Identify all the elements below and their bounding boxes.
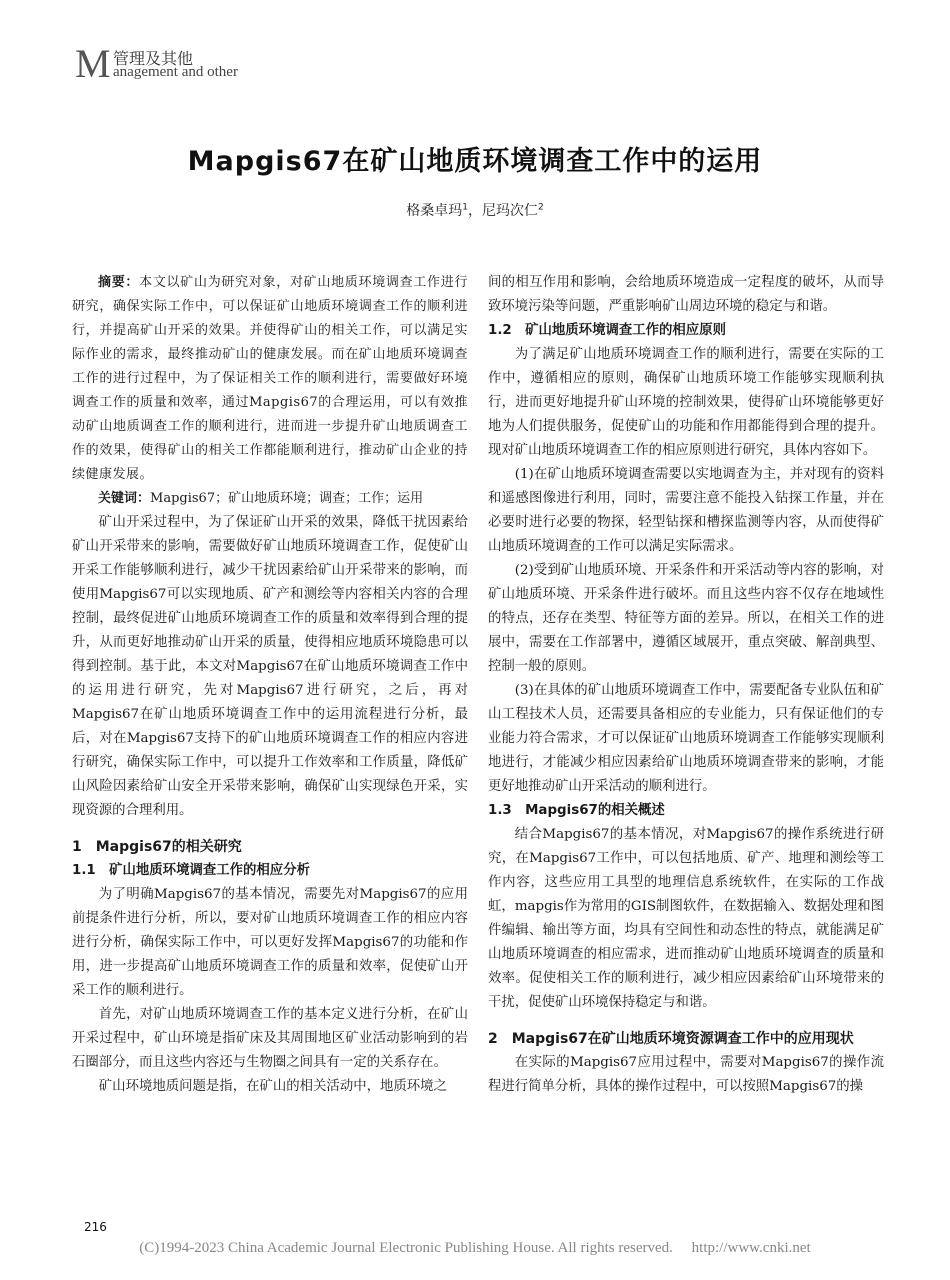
paragraph: 为了满足矿山地质环境调查工作的顺利进行，需要在实际的工作中，遵循相应的原则，确保矿山地质环境工作能够实现顺利执行，进而更好地提升矿山环境的控制效果，使得矿山环境能够更好地为人们提供服务，促使矿山的功能和作用都能得到合理的提升。现对矿山地质环境调查工作的相应原则进行研究，具体内容如下。 — [488, 347, 884, 458]
section-2-heading: 2 Mapgis67在矿山地质环境资源调查工作中的应用现状 — [488, 1031, 854, 1047]
keywords-label: 关键词： — [98, 491, 151, 506]
section-initial: M — [75, 41, 111, 86]
paragraph: (3)在具体的矿山地质环境调查工作中，需要配备专业队伍和矿山工程技术人员，还需要具备相应的专业能力，只有保证他们的专业能力符合需求，才可以保证矿山地质环境调查工作能够实现顺利地进行，才能减少相应因素给矿山地质环境调查带来的影响，才能更好地推动矿山开采活动的顺利进行。 — [488, 683, 884, 794]
author-1: 格桑卓玛 — [406, 203, 463, 219]
paragraph: 首先，对矿山地质环境调查工作的基本定义进行分析，在矿山开采过程中，矿山环境是指矿床及其周围地区矿业活动影响到的岩石圈部分，而且这些内容还与生物圈之间具有一定的关系存在。 — [72, 1007, 468, 1070]
keywords — [72, 487, 468, 511]
section-1-3-heading: 1.3 Mapgis67的相关概述 — [488, 803, 665, 818]
author-2-affiliation: 2 — [538, 202, 544, 213]
abstract-text: 本文以矿山为研究对象，对矿山地质环境调查工作进行研究，确保实际工作中，可以保证矿山地质环境调查工作的顺利进行，并提高矿山开采的效果。并使得矿山的相关工作，可以满足实际作业的需求，最终推动矿山的健康发展。而在矿山地质环境调查工作的进行过程中，为了保证相关工作的顺利进行，需要做好环境调查工作的质量和效率，通过Mapgis67的合理运用，可以有效推动矿山地质调查工作的顺利进行，进而进一步提升矿山地质调查工作的效果，使得矿山的相关工作都能顺利进行，推动矿山企业的持续健康发展。 — [72, 275, 468, 482]
author-separator: ， — [468, 203, 482, 219]
section-title-cn: 管理及其他 — [113, 49, 194, 68]
paragraph: 在实际的Mapgis67应用过程中，需要对Mapgis67的操作流程进行简单分析，具体的操作过程中，可以按照Mapgis67的操 — [488, 1055, 884, 1094]
author-line — [0, 200, 950, 220]
paragraph: 结合Mapgis67的基本情况，对Mapgis67的操作系统进行研究，在Mapgis67工作中，可以包括地质、矿产、地理和测绘等工作内容，这些应用工具型的地理信息系统软件，在实际的工作战虹，mapgis作为常用的GIS制图软件，在数据输入、数据处理和图件编辑、输出等方面，均具有空间性和动态性的特点，就能满足矿山地质环境调查的相应需求，进而推动矿山地质环境调查的质量和效率。促使相关工作的顺利进行，减少相应因素给矿山环境带来的干扰，促使矿山环境保持稳定与和谐。 — [488, 827, 884, 1010]
section-1-1-heading: 1.1 矿山地质环境调查工作的相应分析 — [72, 863, 310, 878]
section-1-2-heading: 1.2 矿山地质环境调查工作的相应原则 — [488, 323, 726, 338]
intro-paragraph: 矿山开采过程中，为了保证矿山开采的效果，降低干扰因素给矿山开采带来的影响，需要做好矿山地质环境调查工作，促使矿山开采工作能够顺利进行，减少干扰因素给矿山开采带来的影响，而使用Mapgis67可以实现地质、矿产和测绘等内容相关内容的合理控制，最终促进矿山地质环境调查工作的质量和效率得到合理的提升，从而更好地推动矿山开采的质量，使得相应地质环境隐患可以得到控制。基于此，本文对Mapgis67在矿山地质环境调查工作中的运用进行研究，先对Mapgis67进行研究，之后，再对Mapgis67在矿山地质环境调查工作中的运用流程进行分析，最后，对在Mapgis67支持下的矿山地质环境调查工作的相应内容进行研究，确保实际工作中，可以提升工作效率和工作质量，降低矿山风险因素给矿山安全开采带来影响，确保矿山实现绿色开采，实现资源的合理利用。 — [72, 515, 468, 818]
right-column — [488, 271, 884, 1099]
page-number: 216 — [84, 1220, 107, 1234]
author-2: 尼玛次仁 — [482, 203, 538, 219]
left-column — [72, 271, 468, 1099]
paragraph: (1)在矿山地质环境调查需要以实地调查为主，并对现有的资料和遥感图像进行利用，同时，需要注意不能投入钻探工作量，并在必要时进行必要的物探，轻型钻探和槽探监测等内容，从而使得矿山地质环境调查的工作可以满足实际需求。 — [488, 467, 884, 554]
paragraph: (2)受到矿山地质环境、开采条件和开采活动等内容的影响，对矿山地质环境、开采条件进行破坏。而且这些内容不仅存在地域性的特点，还存在类型、特征等方面的差异。所以，在相关工作的进展中，需要在工作部署中，遵循区域展开，重点突破、解剖典型、控制一般的原则。 — [488, 563, 884, 674]
keywords-text: Mapgis67；矿山地质环境；调查；工作；运用 — [150, 491, 424, 506]
paragraph: 矿山环境地质问题是指，在矿山的相关活动中，地质环境之 — [98, 1079, 447, 1094]
copyright-footer: (C)1994-2023 China Academic Journal Electronic Publishing House. All rights reserved. http://www.cnki.net — [139, 1240, 811, 1256]
author-1-affiliation: 1 — [462, 202, 468, 213]
paragraph: 为了明确Mapgis67的基本情况，需要先对Mapgis67的应用前提条件进行分析，所以，要对矿山地质环境调查工作的相应内容进行分析，确保实际工作中，可以更好发挥Mapgis67的功能和作用，进一步提高矿山地质环境调查工作的质量和效率，促使矿山开采工作的顺利进行。 — [72, 887, 468, 998]
section-1-heading: 1 Mapgis67的相关研究 — [72, 839, 242, 855]
abstract — [72, 271, 468, 487]
abstract-label: 摘要： — [98, 275, 140, 290]
paragraph-continued: 间的相互作用和影响，会给地质环境造成一定程度的破坏，从而导致环境污染等问题，严重影响矿山周边环境的稳定与和谐。 — [488, 275, 884, 314]
section-title-en: anagement and other — [113, 64, 238, 80]
paper-title: Mapgis67在矿山地质环境调查工作中的运用 — [187, 146, 763, 177]
